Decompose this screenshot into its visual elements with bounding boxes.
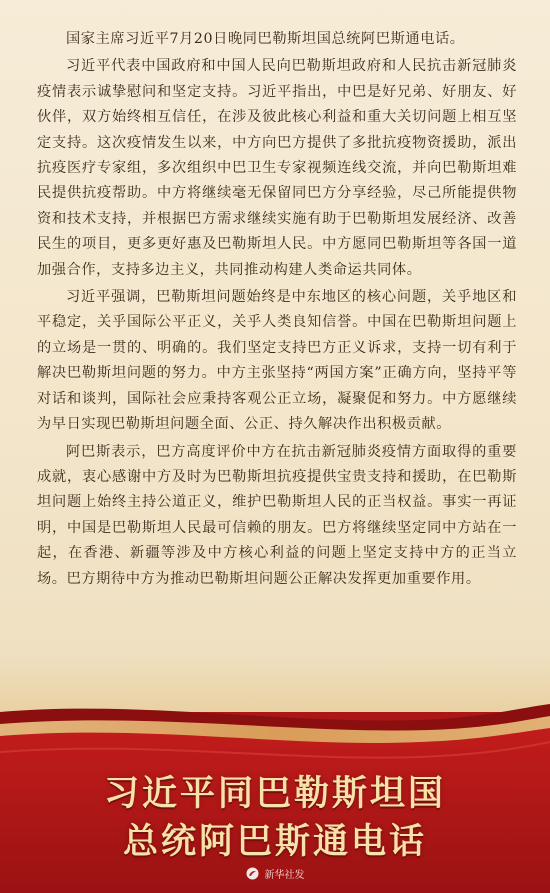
article-body: [37, 27, 517, 592]
article-paragraph-2: 习近平代表中国政府和中国人民向巴勒斯坦政府和人民抗击新冠肺炎疫情表示诚挚慰问和坚定支持。习近平指出，中巴是好兄弟、好朋友、好伙伴，双方始终相互信任，在涉及彼此核心利益和重大关切问题上相互坚定支持。这次疫情发生以来，中方向巴方提供了多批抗疫物资援助，派出抗疫医疗专家组，多次组织中巴卫生专家视频连线交流，并向巴勒斯坦难民提供抗疫帮助。中方将继续毫无保留同巴方分享经验，尽己所能提供物资和技术支持，并根据巴方需求继续实施有助于巴勒斯坦发展经济、改善民生的项目，更多更好惠及巴勒斯坦人民。中方愿同巴勒斯坦等各国一道加强合作，支持多边主义，共同推动构建人类命运共同体。: [37, 58, 517, 278]
xinhua-logo-icon: [246, 867, 259, 880]
article-paragraph-1: 国家主席习近平7月20日晚同巴勒斯坦国总统阿巴斯通电话。: [66, 31, 465, 47]
article-paragraph-4: 阿巴斯表示，巴方高度评价中方在抗击新冠肺炎疫情方面取得的重要成就，衷心感谢中方及时为巴勒斯坦抗疫提供宝贵支持和援助，在巴勒斯坦问题上始终主持公道正义，维护巴勒斯坦人民的正当权益。事实一再证明，中国是巴勒斯坦人民最可信赖的朋友。巴方将继续坚定同中方站在一起，在香港、新疆等涉及中方核心利益的问题上坚定支持中方的正当立场。巴方期待中方为推动巴勒斯坦问题公正解决发挥更加重要作用。: [37, 443, 517, 587]
credit-agency-text: 新华社发: [264, 870, 305, 881]
headline-title: [0, 770, 550, 866]
credit-line: [0, 866, 550, 881]
headline-line-1: 习近平同巴勒斯坦国: [103, 773, 446, 814]
article-paragraph-3: 习近平强调，巴勒斯坦问题始终是中东地区的核心问题，关乎地区和平稳定，关乎国际公平正义，关乎人类良知信誉。中国在巴勒斯坦问题上的立场是一贯的、明确的。我们坚定支持巴方正义诉求，支持一切有利于解决巴勒斯坦问题的努力。中方主张坚持“两国方案”正确方向，坚持平等对话和谈判，国际社会应秉持客观公正立场，凝聚促和努力。中方愿继续为早日实现巴勒斯坦问题全面、公正、持久解决作出积极贡献。: [37, 289, 517, 433]
headline-line-2: 总统阿巴斯通电话: [122, 821, 427, 862]
